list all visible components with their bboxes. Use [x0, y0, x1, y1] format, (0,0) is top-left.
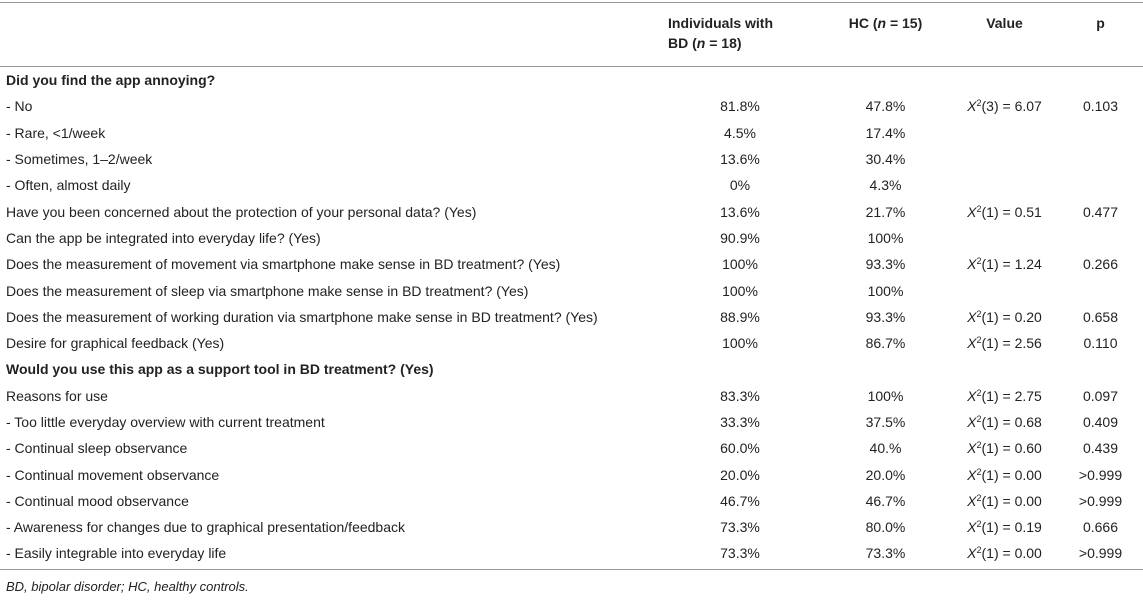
chi-square-symbol: X — [967, 519, 977, 536]
cell-value — [951, 120, 1058, 146]
header-bd — [660, 3, 820, 67]
cell-bd: 100% — [722, 282, 758, 299]
table-row — [0, 172, 1143, 198]
cell-bd: 13.6% — [720, 203, 760, 220]
row-label: Does the measurement of working duration via smartphone make sense in BD treatment? (Yes) — [6, 308, 598, 325]
section-row — [0, 356, 1143, 382]
chi-square-superscript: 2 — [976, 308, 982, 319]
table-row — [0, 120, 1143, 146]
header-bd-n: n — [696, 35, 706, 51]
cell-hc: 47.8% — [865, 98, 906, 115]
row-label: - Often, almost daily — [6, 177, 131, 194]
cell-bd: 0% — [729, 177, 751, 194]
statistic-value: = 0.00 — [1002, 466, 1042, 483]
cell-bd: 20.0% — [720, 466, 760, 483]
statistic-value: = 6.07 — [1002, 98, 1042, 115]
chi-square-superscript: 2 — [976, 98, 982, 109]
chi-square-symbol: X — [967, 545, 977, 562]
table-row — [0, 146, 1143, 172]
statistic-value: = 2.75 — [1002, 387, 1042, 404]
cell-p — [1058, 146, 1143, 172]
table-row — [0, 409, 1143, 435]
degrees-of-freedom: 1 — [986, 492, 994, 509]
row-label: Does the measurement of sleep via smartphone make sense in BD treatment? (Yes) — [6, 282, 529, 299]
cell-value — [951, 277, 1058, 303]
cell-value — [951, 172, 1058, 198]
cell-p: >0.999 — [1078, 545, 1123, 562]
cell-value — [951, 146, 1058, 172]
row-label: - Rare, <1/week — [6, 124, 106, 141]
cell-value: $X^2(1) = 0.60$ — [967, 440, 1042, 457]
row-label: - Easily integrable into everyday life — [6, 545, 227, 562]
cell-hc — [820, 356, 951, 382]
cell-p — [1058, 356, 1143, 382]
row-label: - Continual sleep observance — [6, 440, 188, 457]
degrees-of-freedom: 1 — [986, 256, 994, 273]
cell-p: 0.103 — [1082, 98, 1119, 115]
header-bd-line1: Individuals with — [668, 15, 774, 31]
row-label: - Continual movement observance — [6, 466, 220, 483]
chi-square-superscript: 2 — [976, 387, 982, 398]
cell-value: $X^2(1) = 0.00$ — [967, 466, 1042, 483]
table-body — [0, 67, 1143, 567]
table-row — [0, 540, 1143, 566]
section-row — [0, 67, 1143, 94]
cell-hc — [820, 67, 951, 94]
degrees-of-freedom: 1 — [986, 519, 994, 536]
chi-square-symbol: X — [967, 466, 977, 483]
statistic-value: = 0.00 — [1002, 545, 1042, 562]
cell-p: 0.266 — [1082, 256, 1119, 273]
statistic-value: = 0.60 — [1002, 440, 1042, 457]
cell-hc: 17.4% — [865, 124, 906, 141]
statistic-value: = 0.20 — [1002, 308, 1042, 325]
chi-square-superscript: 2 — [976, 466, 982, 477]
row-label: - Sometimes, 1–2/week — [6, 151, 153, 168]
header-bd-line2-pre: BD ( — [668, 35, 697, 51]
table-row — [0, 225, 1143, 251]
header-label — [0, 3, 660, 67]
cell-hc: 46.7% — [865, 492, 906, 509]
chi-square-symbol: X — [967, 335, 977, 352]
statistic-value: = 2.56 — [1002, 335, 1042, 352]
cell-p: 0.658 — [1082, 308, 1119, 325]
cell-hc: 30.4% — [865, 151, 906, 168]
row-label: Reasons for use — [6, 387, 108, 404]
chi-square-symbol: X — [967, 308, 977, 325]
table-row — [0, 461, 1143, 487]
table-row — [0, 277, 1143, 303]
chi-square-symbol: X — [967, 492, 977, 509]
degrees-of-freedom: 1 — [986, 440, 994, 457]
chi-square-superscript: 2 — [976, 492, 982, 503]
cell-bd: 46.7% — [720, 492, 760, 509]
degrees-of-freedom: 1 — [986, 387, 994, 404]
cell-value — [951, 67, 1058, 94]
cell-p: >0.999 — [1078, 492, 1123, 509]
cell-hc: 80.0% — [865, 519, 906, 536]
cell-value: $X^2(1) = 2.75$ — [967, 387, 1042, 404]
row-label: - Awareness for changes due to graphical presentation/feedback — [6, 519, 405, 536]
cell-value: $X^2(1) = 1.24$ — [967, 256, 1042, 273]
cell-bd: 100% — [722, 256, 758, 273]
cell-value — [951, 356, 1058, 382]
table-row — [0, 435, 1143, 461]
chi-square-symbol: X — [967, 387, 977, 404]
statistic-value: = 1.24 — [1002, 256, 1042, 273]
chi-square-superscript: 2 — [976, 203, 982, 214]
cell-hc: 86.7% — [865, 335, 906, 352]
header-hc-pre: HC ( — [848, 15, 878, 31]
row-label: - No — [6, 98, 33, 115]
cell-bd: 81.8% — [720, 98, 760, 115]
cell-p: 0.477 — [1082, 203, 1119, 220]
row-label: Does the measurement of movement via smartphone make sense in BD treatment? (Yes) — [6, 256, 561, 273]
cell-value: $X^2(1) = 0.00$ — [967, 492, 1042, 509]
cell-hc: 4.3% — [869, 177, 902, 194]
cell-bd: 4.5% — [724, 124, 756, 141]
cell-bd: 90.9% — [720, 229, 760, 246]
degrees-of-freedom: 1 — [986, 203, 994, 220]
table-row — [0, 251, 1143, 277]
cell-value: $X^2(1) = 0.51$ — [967, 203, 1042, 220]
chi-square-superscript: 2 — [976, 440, 982, 451]
header-bd-line2-post: = 18) — [705, 35, 742, 51]
cell-bd: 73.3% — [720, 519, 760, 536]
cell-p: 0.666 — [1082, 519, 1119, 536]
header-hc-post: = 15) — [886, 15, 923, 31]
cell-value: $X^2(1) = 0.20$ — [967, 308, 1042, 325]
cell-hc: 40.% — [869, 440, 902, 457]
table-row — [0, 488, 1143, 514]
degrees-of-freedom: 1 — [986, 545, 994, 562]
chi-square-symbol: X — [967, 414, 977, 430]
cell-p: 0.439 — [1082, 440, 1119, 457]
table-row — [0, 514, 1143, 540]
table-row — [0, 93, 1143, 119]
statistic-value: = 0.00 — [1002, 492, 1042, 509]
cell-p: 0.097 — [1082, 387, 1119, 404]
header-row — [0, 3, 1143, 67]
cell-value: $X^2(1) = 0.00$ — [967, 545, 1042, 562]
degrees-of-freedom: 1 — [986, 308, 994, 325]
chi-square-superscript: 2 — [976, 414, 982, 424]
statistic-value: = 0.51 — [1002, 203, 1042, 220]
cell-hc: 100% — [867, 387, 904, 404]
header-hc — [820, 3, 951, 67]
chi-square-superscript: 2 — [976, 335, 982, 346]
row-label: Did you find the app annoying? — [6, 72, 216, 89]
cell-bd — [660, 356, 820, 382]
cell-bd: 100% — [722, 335, 758, 352]
cell-bd: 60.0% — [720, 440, 760, 457]
degrees-of-freedom: 3 — [986, 98, 994, 115]
cell-p: 0.110 — [1083, 335, 1118, 352]
chi-square-superscript: 2 — [976, 545, 982, 556]
cell-value: $X^2(3) = 6.07$ — [967, 98, 1042, 115]
statistic-value: = 0.68 — [1002, 414, 1042, 430]
degrees-of-freedom: 1 — [986, 414, 994, 430]
cell-bd: 88.9% — [720, 308, 760, 325]
header-value: Value — [986, 15, 1023, 31]
table-row — [0, 304, 1143, 330]
cell-value — [951, 225, 1058, 251]
chi-square-symbol: X — [967, 440, 977, 457]
chi-square-superscript: 2 — [976, 256, 982, 267]
degrees-of-freedom: 1 — [986, 466, 994, 483]
degrees-of-freedom: 1 — [986, 335, 994, 352]
cell-p: >0.999 — [1078, 466, 1123, 483]
cell-bd: 13.6% — [720, 151, 760, 168]
cell-hc: 21.7% — [865, 203, 906, 220]
chi-square-symbol: X — [967, 203, 977, 220]
cell-p: 0.409 — [1082, 414, 1119, 430]
cell-hc: 100% — [867, 229, 904, 246]
row-label: - Too little everyday overview with current treatment — [6, 414, 325, 430]
results-table — [0, 2, 1143, 567]
row-label: Have you been concerned about the protection of your personal data? (Yes) — [6, 203, 477, 220]
header-hc-n: n — [877, 15, 887, 31]
table-row — [0, 198, 1143, 224]
row-label: Would you use this app as a support tool in BD treatment? (Yes) — [6, 361, 434, 378]
cell-p — [1058, 67, 1143, 94]
header-p: p — [1096, 15, 1105, 31]
cell-hc: 37.5% — [865, 414, 906, 430]
cell-hc: 93.3% — [865, 256, 906, 273]
cell-p — [1058, 277, 1143, 303]
cell-hc: 73.3% — [865, 545, 906, 562]
row-label: Can the app be integrated into everyday life? (Yes) — [6, 229, 321, 246]
row-label: Desire for graphical feedback (Yes) — [6, 335, 225, 352]
table-header — [0, 3, 1143, 67]
table-row — [0, 330, 1143, 356]
cell-value: $X^2(1) = 2.56$ — [967, 335, 1042, 352]
cell-p — [1058, 120, 1143, 146]
cell-value: $X^2(1) = 0.68$ — [967, 414, 1042, 430]
cell-bd: 33.3% — [720, 414, 760, 430]
statistic-value: = 0.19 — [1002, 519, 1042, 536]
cell-bd — [660, 67, 820, 94]
table-footnote: BD, bipolar disorder; HC, healthy controls. — [6, 578, 249, 594]
cell-p — [1058, 172, 1143, 198]
cell-hc: 100% — [867, 282, 904, 299]
cell-bd: 73.3% — [720, 545, 760, 562]
cell-value: $X^2(1) = 0.19$ — [967, 519, 1042, 536]
chi-square-superscript: 2 — [976, 519, 982, 530]
cell-p — [1058, 225, 1143, 251]
cell-hc: 93.3% — [865, 308, 906, 325]
row-label: - Continual mood observance — [6, 492, 189, 509]
cell-hc: 20.0% — [865, 466, 906, 483]
chi-square-symbol: X — [967, 256, 977, 273]
chi-square-symbol: X — [967, 98, 977, 115]
table-row — [0, 383, 1143, 409]
cell-bd: 83.3% — [720, 387, 760, 404]
